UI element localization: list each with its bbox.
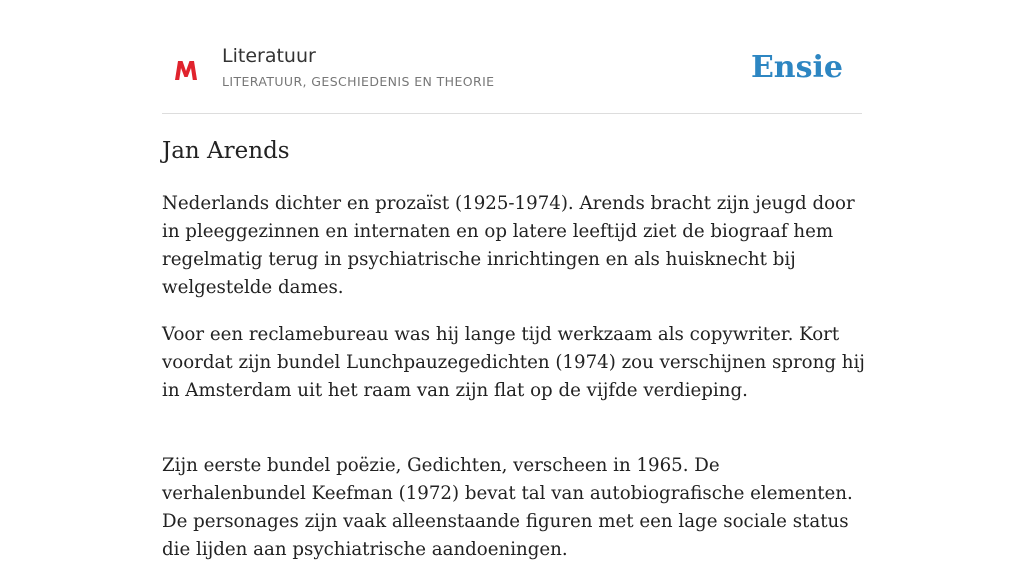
- site-subtitle: LITERATUUR, GESCHIEDENIS EN THEORIE: [222, 74, 495, 89]
- brand-logo-link[interactable]: Ensie: [750, 50, 843, 85]
- site-header: [162, 0, 862, 114]
- article-paragraph: Voor een reclamebureau was hij lange tijd werkzaam als copywriter. Kort voordat zijn bundel Lunchpauzegedichten (1974) zou verschijnen sprong hij in Amsterdam uit het raam van zijn flat op de vijfde verdieping.: [162, 324, 865, 401]
- article-paragraph: Nederlands dichter en prozaïst (1925-1974). Arends bracht zijn jeugd door in pleeggezinnen en internaten en op latere leeftijd ziet de biograaf hem regelmatig terug in psychiatrische inrichtingen en als huisknecht bij welgestelde dames.: [162, 193, 855, 298]
- article-paragraph: Zijn eerste bundel poëzie, Gedichten, verscheen in 1965. De verhalenbundel Keefman (1972) bevat tal van autobiografische elementen. De personages zijn vaak alleenstaande figuren met een lage sociale status die lijden aan psychiatrische aandoeningen.: [162, 455, 853, 560]
- article-body: [162, 190, 867, 583]
- article-title: Jan Arends: [162, 138, 290, 164]
- site-title[interactable]: Literatuur: [222, 45, 316, 67]
- m-logo-icon[interactable]: [172, 56, 200, 84]
